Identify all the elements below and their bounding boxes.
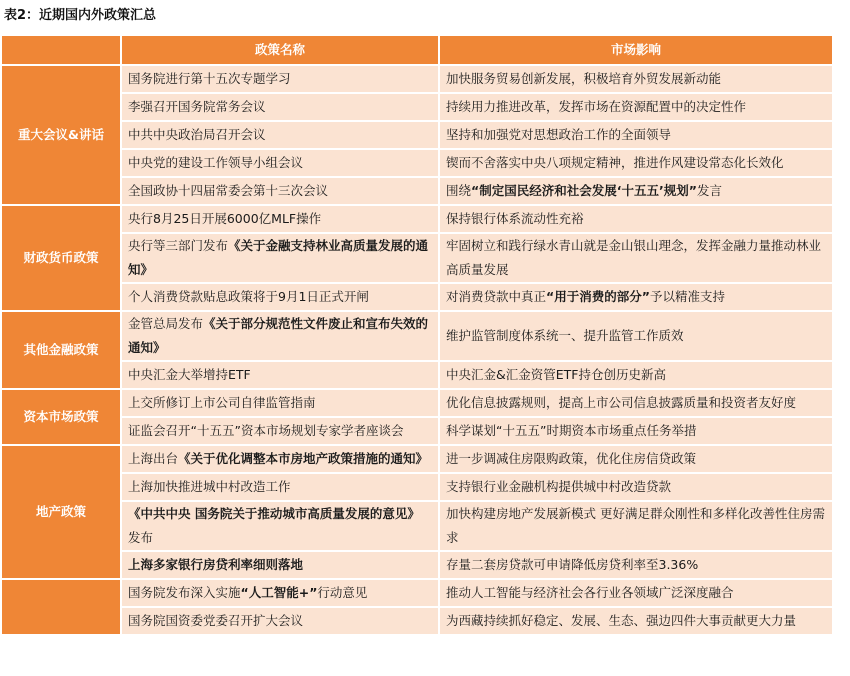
policy-name-cell: 上海加快推进城中村改造工作 <box>121 473 439 501</box>
policy-name-cell <box>121 445 439 473</box>
market-impact-cell: 加快构建房地产发展新模式 更好满足群众刚性和多样化改善性住房需求 <box>439 501 833 551</box>
market-impact-cell: 存量二套房贷款可申请降低房贷利率至3.36% <box>439 551 833 579</box>
table-row <box>1 389 833 417</box>
category-fiscal-monetary: 财政货币政策 <box>1 205 121 311</box>
table-row <box>1 233 833 283</box>
market-impact-cell: 保持银行体系流动性充裕 <box>439 205 833 233</box>
category-unlabeled <box>1 579 121 635</box>
policy-name-cell: 个人消费贷款贴息政策将于9月1日正式开闸 <box>121 283 439 311</box>
table-header-row <box>1 35 833 65</box>
policy-name-cell: 国务院国资委党委召开扩大会议 <box>121 607 439 635</box>
name-text: 上海出台 <box>128 451 179 466</box>
header-policy-name: 政策名称 <box>121 35 439 65</box>
impact-text: 围绕 <box>446 183 472 198</box>
name-text: 金管总局发布 <box>128 316 204 331</box>
policy-name-cell: 中央汇金大举增持ETF <box>121 361 439 389</box>
table-row <box>1 473 833 501</box>
header-blank-cell <box>1 35 121 65</box>
policy-name-cell: 全国政协十四届常委会第十三次会议 <box>121 177 439 205</box>
market-impact-cell <box>439 283 833 311</box>
table-row <box>1 283 833 311</box>
name-emphasis: 《关于优化调整本市房地产政策措施的通知》 <box>178 451 429 466</box>
table-row <box>1 149 833 177</box>
table-row <box>1 607 833 635</box>
market-impact-cell <box>439 177 833 205</box>
table-row <box>1 579 833 607</box>
impact-text: 发言 <box>696 183 722 198</box>
market-impact-cell: 锲而不舍落实中央八项规定精神，推进作风建设常态化长效化 <box>439 149 833 177</box>
policy-name-cell <box>121 551 439 579</box>
policy-name-cell: 国务院进行第十五次专题学习 <box>121 65 439 93</box>
name-text: 行动意见 <box>317 585 368 600</box>
market-impact-cell: 支持银行业金融机构提供城中村改造贷款 <box>439 473 833 501</box>
policy-name-cell <box>121 233 439 283</box>
market-impact-cell: 坚持和加强党对思想政治工作的全面领导 <box>439 121 833 149</box>
impact-text: 予以精准支持 <box>649 289 725 304</box>
market-impact-cell: 中央汇金&汇金资管ETF持仓创历史新高 <box>439 361 833 389</box>
table-row <box>1 501 833 551</box>
policy-name-cell <box>121 579 439 607</box>
name-emphasis: “人工智能+” <box>240 585 318 600</box>
policy-name-cell <box>121 311 439 361</box>
market-impact-cell: 维护监管制度体系统一、提升监管工作质效 <box>439 311 833 361</box>
table-row <box>1 417 833 445</box>
category-major-meetings: 重大会议&讲话 <box>1 65 121 205</box>
policy-name-cell <box>121 501 439 551</box>
policy-name-cell: 中共中央政治局召开会议 <box>121 121 439 149</box>
market-impact-cell: 加快服务贸易创新发展，积极培育外贸发展新动能 <box>439 65 833 93</box>
policy-name-cell: 中央党的建设工作领导小组会议 <box>121 149 439 177</box>
policy-name-cell: 央行8月25日开展6000亿MLF操作 <box>121 205 439 233</box>
name-emphasis: 《中共中央 国务院关于推动城市高质量发展的意见》 <box>128 506 420 521</box>
table-row <box>1 551 833 579</box>
table-row <box>1 93 833 121</box>
table-row <box>1 361 833 389</box>
name-text: 发布 <box>128 530 154 545</box>
category-real-estate: 地产政策 <box>1 445 121 579</box>
table-row <box>1 311 833 361</box>
header-market-impact: 市场影响 <box>439 35 833 65</box>
policy-summary-table <box>0 34 834 636</box>
market-impact-cell: 推动人工智能与经济社会各行业各领域广泛深度融合 <box>439 579 833 607</box>
policy-name-cell: 上交所修订上市公司自律监管指南 <box>121 389 439 417</box>
name-emphasis: 《关于部分规范性文件废止和宣布失效的通知》 <box>128 316 429 355</box>
table-caption: 表2：近期国内外政策汇总 <box>4 8 157 23</box>
market-impact-cell: 优化信息披露规则，提高上市公司信息披露质量和投资者友好度 <box>439 389 833 417</box>
table-row <box>1 65 833 93</box>
market-impact-cell: 科学谋划“十五五”时期资本市场重点任务举措 <box>439 417 833 445</box>
category-other-financial: 其他金融政策 <box>1 311 121 389</box>
name-text: 国务院发布深入实施 <box>128 585 241 600</box>
market-impact-cell: 牢固树立和践行绿水青山就是金山银山理念，发挥金融力量推动林业高质量发展 <box>439 233 833 283</box>
policy-name-cell: 李强召开国务院常务会议 <box>121 93 439 121</box>
impact-text: 对消费贷款中真正 <box>446 289 547 304</box>
table-row <box>1 121 833 149</box>
name-emphasis: 上海多家银行房贷利率细则落地 <box>128 557 304 572</box>
market-impact-cell: 为西藏持续抓好稳定、发展、生态、强边四件大事贡献更大力量 <box>439 607 833 635</box>
table-row <box>1 205 833 233</box>
table-row <box>1 177 833 205</box>
impact-emphasis: “制定国民经济和社会发展‘十五五’规划” <box>471 183 697 198</box>
table-row <box>1 445 833 473</box>
market-impact-cell: 进一步调减住房限购政策，优化住房信贷政策 <box>439 445 833 473</box>
name-emphasis: 《关于金融支持林业高质量发展的通知》 <box>128 238 429 277</box>
category-capital-market: 资本市场政策 <box>1 389 121 445</box>
name-text: 央行等三部门发布 <box>128 238 229 253</box>
policy-name-cell: 证监会召开“十五五”资本市场规划专家学者座谈会 <box>121 417 439 445</box>
impact-emphasis: “用于消费的部分” <box>546 289 650 304</box>
market-impact-cell: 持续用力推进改革，发挥市场在资源配置中的决定性作 <box>439 93 833 121</box>
